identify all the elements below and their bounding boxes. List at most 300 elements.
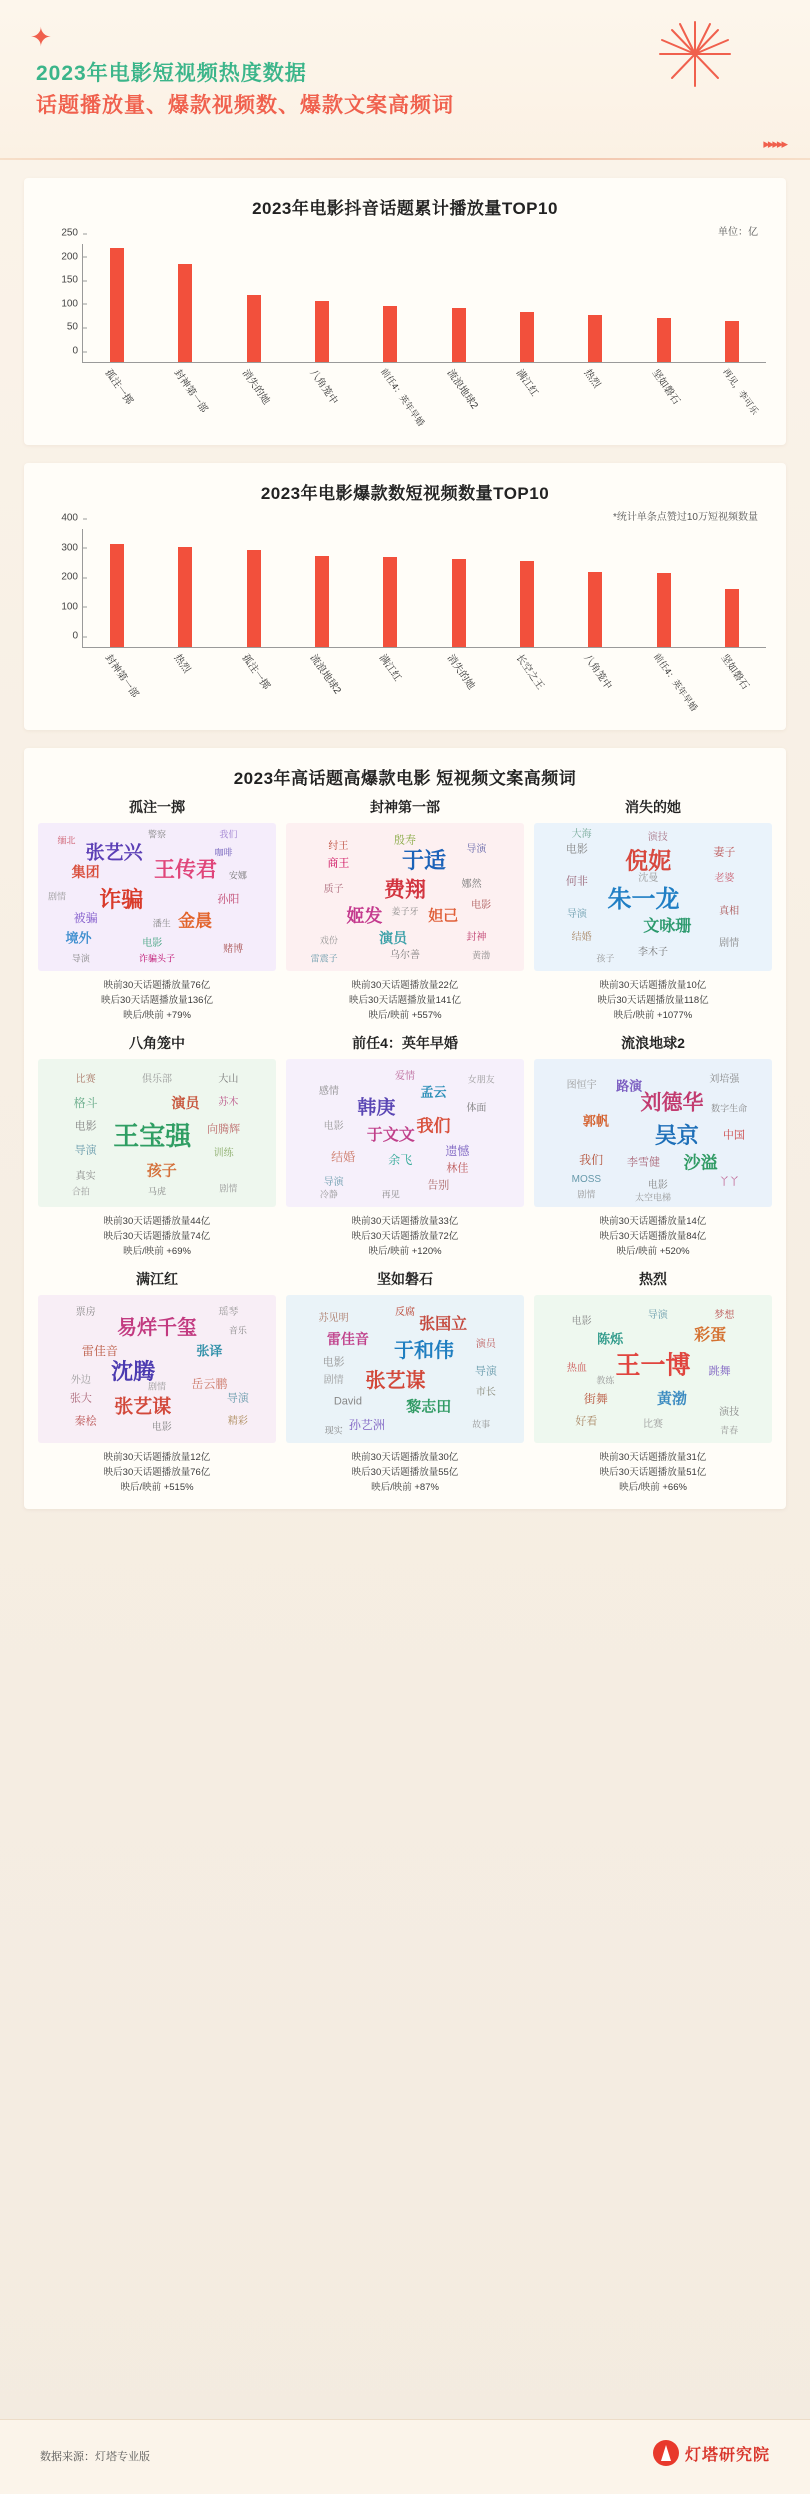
wordcloud-word: 张艺谋 xyxy=(365,1369,426,1392)
wordcloud-word: 精彩 xyxy=(227,1416,248,1428)
wordcloud-movie-title: 前任4：英年早婚 xyxy=(352,1035,458,1051)
wordcloud-word: 集团 xyxy=(71,863,100,880)
wordcloud-word: 比赛 xyxy=(75,1073,96,1085)
wordcloud-stat-line: 映后/映前 +515% xyxy=(120,1482,194,1493)
wordcloud-word: 雷佳音 xyxy=(81,1344,118,1359)
wordcloud-word: 陈烁 xyxy=(597,1331,624,1347)
x-axis-label: 再见，李可乐 xyxy=(720,366,760,417)
bar xyxy=(383,306,397,362)
y-axis-tick: 200 xyxy=(61,251,83,262)
wordcloud-word: 金晨 xyxy=(178,911,213,931)
y-axis-tick: 0 xyxy=(72,346,83,357)
bar xyxy=(247,295,261,362)
wordcloud-word: 赌博 xyxy=(223,944,244,956)
wordcloud-stat-line: 映后/映前 +87% xyxy=(371,1482,439,1493)
wordcloud-cell xyxy=(286,1269,524,1495)
wordcloud-word: 彩蛋 xyxy=(694,1327,727,1345)
wordcloud-word: 黄渤 xyxy=(657,1390,688,1408)
wordcloud-word: 体面 xyxy=(466,1103,487,1115)
wordcloud-word: 格斗 xyxy=(73,1096,98,1111)
x-axis-label-slot xyxy=(222,365,284,431)
wordcloud-image xyxy=(286,823,524,971)
wordcloud-word: 爱情 xyxy=(395,1070,415,1082)
wordcloud-word: 剧情 xyxy=(219,1183,238,1194)
wordcloud-word: 结婚 xyxy=(331,1149,356,1164)
x-axis-label-slot xyxy=(564,365,626,431)
y-axis-tick: 150 xyxy=(61,275,83,286)
wordcloud-movie-title: 孤注一掷 xyxy=(129,799,185,815)
x-axis-label: 前任4：英年早婚 xyxy=(378,366,426,428)
wordcloud-word: 剧情 xyxy=(719,938,740,950)
bar xyxy=(383,557,397,647)
wordcloud-word: 费翔 xyxy=(384,878,426,902)
wordcloud-stat-line: 映后30天话题播放量51亿 xyxy=(599,1467,707,1478)
wordcloud-stat-line: 映前30天话题播放量30亿 xyxy=(351,1452,459,1463)
x-axis-label: 八角笼中 xyxy=(581,652,614,692)
x-axis-label: 流浪地球2 xyxy=(444,367,480,412)
wordcloud-stat-line: 映后30天话题播放量76亿 xyxy=(103,1467,211,1478)
wordcloud-stat-line: 映后30天话题播放量118亿 xyxy=(597,995,709,1006)
arrow-decoration: ▸▸▸▸▸ xyxy=(763,136,786,151)
wordcloud-word: 训练 xyxy=(213,1147,234,1159)
x-axis-label-slot xyxy=(359,650,421,716)
wordcloud-word: 反腐 xyxy=(395,1306,415,1318)
wordcloud-word: 余飞 xyxy=(388,1152,413,1167)
x-axis-label: 消失的她 xyxy=(239,367,272,407)
bar xyxy=(657,573,671,647)
wordcloud-stats xyxy=(286,1450,524,1495)
bar xyxy=(725,321,739,362)
wordcloud-word: 于和伟 xyxy=(394,1340,455,1363)
wordcloud-word: 黄渤 xyxy=(472,950,491,961)
wordcloud-word: 姬发 xyxy=(346,906,383,927)
bar xyxy=(520,312,534,363)
wordcloud-word: 苏见明 xyxy=(318,1312,349,1324)
bar-item xyxy=(564,529,625,647)
x-axis-label-slot xyxy=(154,365,216,431)
section3-title: 2023年高话题高爆款电影 短视频文案高频词 xyxy=(233,769,577,788)
wordcloud-word: 我们 xyxy=(416,1116,451,1136)
wordcloud-cell xyxy=(286,1033,524,1259)
wordcloud-word: 太空电梯 xyxy=(634,1192,672,1203)
wordcloud-word: 图恒宇 xyxy=(566,1079,597,1091)
x-axis-label-slot xyxy=(496,650,558,716)
x-axis-label: 流浪地球2 xyxy=(307,652,344,697)
wordcloud-cell xyxy=(38,1033,276,1259)
wordcloud-word: 梦想 xyxy=(714,1309,735,1321)
x-axis-label: 满江红 xyxy=(376,652,403,684)
wordcloud-word: 殷寿 xyxy=(394,834,416,847)
wordcloud-word: 真相 xyxy=(719,905,740,917)
x-axis-label: 前任4：英年早婚 xyxy=(652,651,700,713)
bar-item xyxy=(701,244,762,362)
x-axis-label: 坚如磐石 xyxy=(718,652,751,692)
wordcloud-stat-line: 映前30天话题播放量10亿 xyxy=(599,980,707,991)
wordcloud-stat-line: 映后30天话题播放量72亿 xyxy=(351,1231,459,1242)
wordcloud-image xyxy=(534,1295,772,1443)
wordcloud-word: 孟云 xyxy=(420,1084,447,1100)
bar-item xyxy=(291,529,352,647)
wordcloud-word: 俱乐部 xyxy=(142,1073,172,1085)
x-axis-label-slot xyxy=(496,365,558,431)
bar-item xyxy=(155,244,216,362)
wordcloud-word: 演技 xyxy=(719,1407,740,1419)
y-axis-tick: 200 xyxy=(61,572,83,583)
wordcloud-word: 电影 xyxy=(322,1356,345,1369)
wordcloud-word: 电影 xyxy=(471,899,492,911)
wordcloud-word: 咖啡 xyxy=(214,847,233,858)
wordcloud-stat-line: 映前30天话题播放量12亿 xyxy=(103,1452,211,1463)
wordcloud-stat-line: 映前30天话题播放量31亿 xyxy=(599,1452,707,1463)
x-axis-label-slot xyxy=(222,650,284,716)
wordcloud-word: 倪妮 xyxy=(625,847,672,874)
wordcloud-word: 乌尔善 xyxy=(390,950,420,962)
wordcloud-stat-line: 映后/映前 +79% xyxy=(123,1010,191,1021)
sparkle-icon: ✦ xyxy=(30,22,52,52)
wordcloud-stat-line: 映后/映前 +69% xyxy=(123,1246,191,1257)
wordcloud-word: 票房 xyxy=(75,1306,96,1318)
x-axis-label: 热烈 xyxy=(171,652,192,676)
y-axis-tick: 100 xyxy=(61,601,83,612)
wordcloud-image xyxy=(38,1295,276,1443)
wordcloud-word: 缅北 xyxy=(57,835,76,846)
bar xyxy=(178,264,192,362)
wordcloud-stats xyxy=(534,978,772,1023)
wordcloud-word: 电影 xyxy=(571,1315,592,1327)
x-axis-label-slot xyxy=(85,365,147,431)
section-hit-video-count xyxy=(24,463,786,730)
wordcloud-word: 跳舞 xyxy=(708,1365,731,1378)
wordcloud-image xyxy=(286,1059,524,1207)
wordcloud-word: 潘生 xyxy=(152,918,171,929)
y-axis-tick: 50 xyxy=(67,322,83,333)
wordcloud-stats xyxy=(38,978,276,1023)
x-axis-label-slot xyxy=(359,365,426,431)
wordcloud-word: 导演 xyxy=(466,843,487,855)
wordcloud-word: 瑶琴 xyxy=(218,1306,239,1318)
bar xyxy=(452,559,466,647)
wordcloud-word: 易烊千玺 xyxy=(117,1316,197,1339)
bar-item xyxy=(360,529,421,647)
wordcloud-word: 戏份 xyxy=(319,935,338,946)
wordcloud-word: 告别 xyxy=(427,1179,450,1192)
wordcloud-word: 路演 xyxy=(616,1078,643,1094)
bar xyxy=(725,589,739,647)
wordcloud-word: 商王 xyxy=(327,857,350,870)
wordcloud-word: 孩子 xyxy=(596,953,615,964)
wordcloud-word: 孙阳 xyxy=(217,893,240,906)
wordcloud-stats xyxy=(286,978,524,1023)
wordcloud-cell xyxy=(534,797,772,1023)
wordcloud-word: 演技 xyxy=(647,831,668,843)
header-divider xyxy=(0,158,810,160)
wordcloud-stat-line: 映后30天话题播放量84亿 xyxy=(599,1231,707,1242)
wordcloud-stat-line: 映前30天话题播放量22亿 xyxy=(351,980,459,991)
wordcloud-word: 大海 xyxy=(571,828,592,840)
wordcloud-word: 比赛 xyxy=(643,1419,663,1431)
wordcloud-word: 张大 xyxy=(69,1392,92,1405)
wordcloud-image xyxy=(534,1059,772,1207)
wordcloud-image xyxy=(38,1059,276,1207)
wordcloud-word: 刘培强 xyxy=(709,1073,740,1085)
page-title-line1: 2023年电影短视频热度数据 xyxy=(36,62,307,85)
wordcloud-word: 安娜 xyxy=(228,870,247,881)
wordcloud-word: 女朋友 xyxy=(467,1074,495,1085)
x-axis-label: 消失的她 xyxy=(444,652,477,692)
wordcloud-stat-line: 映前30天话题播放量44亿 xyxy=(103,1216,211,1227)
wordcloud-word: 娜然 xyxy=(461,879,482,891)
wordcloud-word: 导演 xyxy=(474,1365,497,1378)
wordcloud-word: 黎志田 xyxy=(406,1398,452,1416)
bar-chart-2-bars xyxy=(83,529,766,647)
bar-item xyxy=(633,244,694,362)
wordcloud-stats xyxy=(534,1450,772,1495)
wordcloud-word: 冷静 xyxy=(319,1189,338,1200)
wordcloud-movie-title: 八角笼中 xyxy=(129,1035,185,1051)
wordcloud-word: 岳云鹏 xyxy=(191,1376,228,1391)
lighthouse-icon xyxy=(653,2440,679,2466)
wordcloud-stat-line: 映后/映前 +120% xyxy=(368,1246,442,1257)
wordcloud-word: 导演 xyxy=(323,1177,344,1189)
page-title xyxy=(36,58,454,122)
wordcloud-cell xyxy=(38,1269,276,1495)
section1-title: 2023年电影抖音话题累计播放量TOP10 xyxy=(252,199,558,218)
wordcloud-word: 遗憾 xyxy=(445,1143,470,1158)
wordcloud-word: 热血 xyxy=(566,1363,587,1374)
wordcloud-word: 音乐 xyxy=(228,1325,247,1336)
wordcloud-word: 导演 xyxy=(71,953,90,964)
data-source-label: 数据来源：灯塔专业版 xyxy=(40,2451,150,2463)
section2-title: 2023年电影爆款数短视频数量TOP10 xyxy=(260,484,550,503)
wordcloud-word: 演员 xyxy=(379,930,408,947)
section2-note: *统计单条点赞过10万短视频数量 xyxy=(612,512,758,523)
bar-item xyxy=(564,244,625,362)
wordcloud-word: 合拍 xyxy=(71,1186,90,1197)
wordcloud-word: 结婚 xyxy=(571,932,592,944)
wordcloud-word: David xyxy=(333,1395,362,1408)
wordcloud-stat-line: 映前30天话题播放量14亿 xyxy=(599,1216,707,1227)
wordcloud-movie-title: 热烈 xyxy=(639,1271,667,1287)
wordcloud-stats xyxy=(286,1214,524,1259)
wordcloud-word: 吴京 xyxy=(654,1122,699,1148)
wordcloud-word: 真实 xyxy=(75,1171,96,1183)
wordcloud-stat-line: 映后/映前 +66% xyxy=(619,1482,687,1493)
wordcloud-word: 秦桧 xyxy=(74,1415,97,1428)
wordcloud-word: 导演 xyxy=(566,908,587,920)
wordcloud-word: 诈骗 xyxy=(99,886,144,912)
bar xyxy=(315,301,329,362)
wordcloud-word: 张艺兴 xyxy=(85,842,143,864)
bar-item xyxy=(86,529,147,647)
page-title-line2: 话题播放量、爆款视频数、爆款文案高频词 xyxy=(36,94,454,117)
bar-item xyxy=(223,529,284,647)
wordcloud-word: 孩子 xyxy=(146,1162,177,1180)
wordcloud-word: 电影 xyxy=(74,1120,97,1133)
bar xyxy=(110,544,124,647)
wordcloud-word: 朱一龙 xyxy=(607,885,680,913)
x-axis-label: 热烈 xyxy=(581,367,602,391)
section-wordclouds xyxy=(24,748,786,1509)
y-axis-tick: 400 xyxy=(61,513,83,524)
wordcloud-word: 于文文 xyxy=(366,1126,415,1144)
wordcloud-word: 青春 xyxy=(720,1425,739,1436)
y-axis-tick: 250 xyxy=(61,228,83,239)
wordcloud-stats xyxy=(38,1450,276,1495)
brand-name: 灯塔研究院 xyxy=(684,2446,770,2464)
wordcloud-word: 感情 xyxy=(318,1085,339,1097)
x-axis-label-slot xyxy=(291,650,353,716)
poster-header xyxy=(0,0,810,160)
wordcloud-word: 剧情 xyxy=(577,1189,596,1200)
wordcloud-word: 纣王 xyxy=(328,840,349,852)
bar-item xyxy=(428,244,489,362)
wordcloud-word: 马虎 xyxy=(147,1186,167,1197)
bar-item xyxy=(291,244,352,362)
wordcloud-stat-line: 映前30天话题播放量76亿 xyxy=(103,980,211,991)
wordcloud-word: 刘德华 xyxy=(640,1091,704,1115)
y-axis-tick: 300 xyxy=(61,542,83,553)
wordcloud-stats xyxy=(38,1214,276,1259)
wordcloud-word: 导演 xyxy=(647,1309,668,1321)
bar xyxy=(520,561,534,647)
wordcloud-movie-title: 消失的她 xyxy=(625,799,681,815)
x-axis-label-slot xyxy=(85,650,147,716)
y-axis-tick: 100 xyxy=(61,298,83,309)
x-axis-label: 坚如磐石 xyxy=(649,367,682,407)
wordcloud-word: 演员 xyxy=(171,1095,200,1112)
wordcloud-image xyxy=(534,823,772,971)
wordcloud-word: 电影 xyxy=(323,1121,344,1133)
wordcloud-word: 诈骗头子 xyxy=(138,953,176,964)
bar-item xyxy=(496,244,557,362)
wordcloud-word: 现实 xyxy=(324,1425,343,1436)
wordcloud-word: 沙溢 xyxy=(683,1153,718,1173)
wordcloud-word: 中国 xyxy=(722,1129,745,1142)
wordcloud-word: 质子 xyxy=(323,883,344,895)
wordcloud-word: 文咏珊 xyxy=(643,917,692,935)
wordcloud-word: 孙艺洲 xyxy=(348,1418,385,1433)
wordcloud-word: 雷震子 xyxy=(310,953,338,964)
wordcloud-word: 教练 xyxy=(596,1375,615,1386)
wordcloud-word: 张译 xyxy=(196,1343,223,1359)
section-topic-playcount xyxy=(24,178,786,445)
wordcloud-word: 电影 xyxy=(647,1180,668,1192)
wordcloud-stat-line: 映后/映前 +557% xyxy=(368,1010,442,1021)
wordcloud-word: 数字生命 xyxy=(711,1103,748,1114)
bar xyxy=(657,318,671,362)
wordcloud-word: 市长 xyxy=(475,1386,496,1398)
x-axis-label-slot xyxy=(701,650,763,716)
wordcloud-image xyxy=(286,1295,524,1443)
wordcloud-word: 故事 xyxy=(472,1419,491,1430)
wordcloud-word: 电影 xyxy=(565,843,588,856)
wordcloud-word: 于适 xyxy=(402,848,447,874)
wordcloud-word: 何非 xyxy=(565,875,588,888)
wordcloud-word: 张艺谋 xyxy=(114,1396,172,1418)
wordcloud-image xyxy=(38,823,276,971)
wordcloud-word: 大山 xyxy=(218,1073,239,1085)
wordcloud-word: 境外 xyxy=(65,930,92,946)
x-axis-label-slot xyxy=(701,365,763,431)
wordcloud-word: 王宝强 xyxy=(113,1120,192,1151)
bar-item xyxy=(360,244,421,362)
x-axis-label: 封神第一部 xyxy=(102,652,141,700)
wordcloud-stat-line: 映后30天话题播放量74亿 xyxy=(103,1231,211,1242)
bar-chart-1-bars xyxy=(83,244,766,362)
x-axis-label-slot xyxy=(154,650,216,716)
x-axis-label-slot xyxy=(633,650,700,716)
bar xyxy=(452,308,466,362)
x-axis-label-slot xyxy=(564,650,626,716)
x-axis-label-slot xyxy=(291,365,353,431)
x-axis-label: 满江红 xyxy=(513,367,540,399)
x-axis-label: 孤注一掷 xyxy=(239,652,272,692)
wordcloud-stat-line: 映后/映前 +1077% xyxy=(613,1010,693,1021)
wordcloud-stat-line: 映后30天话题播放量55亿 xyxy=(351,1467,459,1478)
bar xyxy=(588,572,602,647)
wordcloud-cell xyxy=(534,1033,772,1259)
x-axis-label-slot xyxy=(427,650,489,716)
wordcloud-cell xyxy=(534,1269,772,1495)
wordcloud-word: 郭帆 xyxy=(582,1113,609,1129)
wordcloud-word: 电影 xyxy=(151,1422,172,1434)
bar xyxy=(247,550,261,647)
brand-logo xyxy=(653,2440,770,2466)
bar-item xyxy=(223,244,284,362)
wordcloud-movie-title: 坚如磐石 xyxy=(377,1271,433,1287)
wordcloud-word: 再见 xyxy=(381,1189,400,1200)
x-axis-label-slot xyxy=(633,365,695,431)
bar xyxy=(110,248,124,362)
wordcloud-cell xyxy=(38,797,276,1023)
bar-item xyxy=(701,529,762,647)
section1-unit-label: 单位：亿 xyxy=(718,227,758,238)
wordcloud-word: 外边 xyxy=(70,1374,91,1386)
wordcloud-movie-title: 满江红 xyxy=(136,1271,178,1287)
bar xyxy=(588,315,602,362)
bar-item xyxy=(155,529,216,647)
x-axis-label-slot xyxy=(427,365,489,431)
wordcloud-word: 电影 xyxy=(142,938,163,950)
wordcloud-stats xyxy=(534,1214,772,1259)
wordcloud-word: 林佳 xyxy=(446,1162,469,1175)
y-axis-tick: 0 xyxy=(72,631,83,642)
wordcloud-word: MOSS xyxy=(571,1174,602,1186)
wordcloud-word: 好看 xyxy=(575,1415,598,1428)
wordcloud-word: 剧情 xyxy=(147,1381,167,1392)
wordcloud-word: 韩庚 xyxy=(357,1097,396,1119)
wordcloud-word: 妲己 xyxy=(428,907,459,925)
wordcloud-word: 街舞 xyxy=(583,1391,608,1406)
wordcloud-word: 演员 xyxy=(475,1339,496,1351)
bar-item xyxy=(496,529,557,647)
x-axis-label: 封神第一部 xyxy=(171,367,209,415)
wordcloud-stat-line: 映后30天话题播放量136亿 xyxy=(101,995,213,1006)
wordcloud-word: 我们 xyxy=(579,1152,604,1167)
bar-item xyxy=(86,244,147,362)
wordcloud-word: 李木子 xyxy=(638,947,668,959)
poster-footer xyxy=(0,2419,810,2494)
wordcloud-movie-title: 封神第一部 xyxy=(370,799,440,815)
wordcloud-word: 沈腾 xyxy=(111,1358,156,1384)
wordcloud-word: 导演 xyxy=(74,1144,97,1157)
wordcloud-word: 剧情 xyxy=(323,1374,344,1386)
wordcloud-stat-line: 映前30天话题播放量33亿 xyxy=(351,1216,459,1227)
wordcloud-word: 王传君 xyxy=(154,858,218,882)
wordcloud-word: 被骗 xyxy=(73,910,98,925)
wordcloud-word: 导演 xyxy=(226,1392,249,1405)
wordcloud-word: 雷佳音 xyxy=(326,1331,369,1348)
